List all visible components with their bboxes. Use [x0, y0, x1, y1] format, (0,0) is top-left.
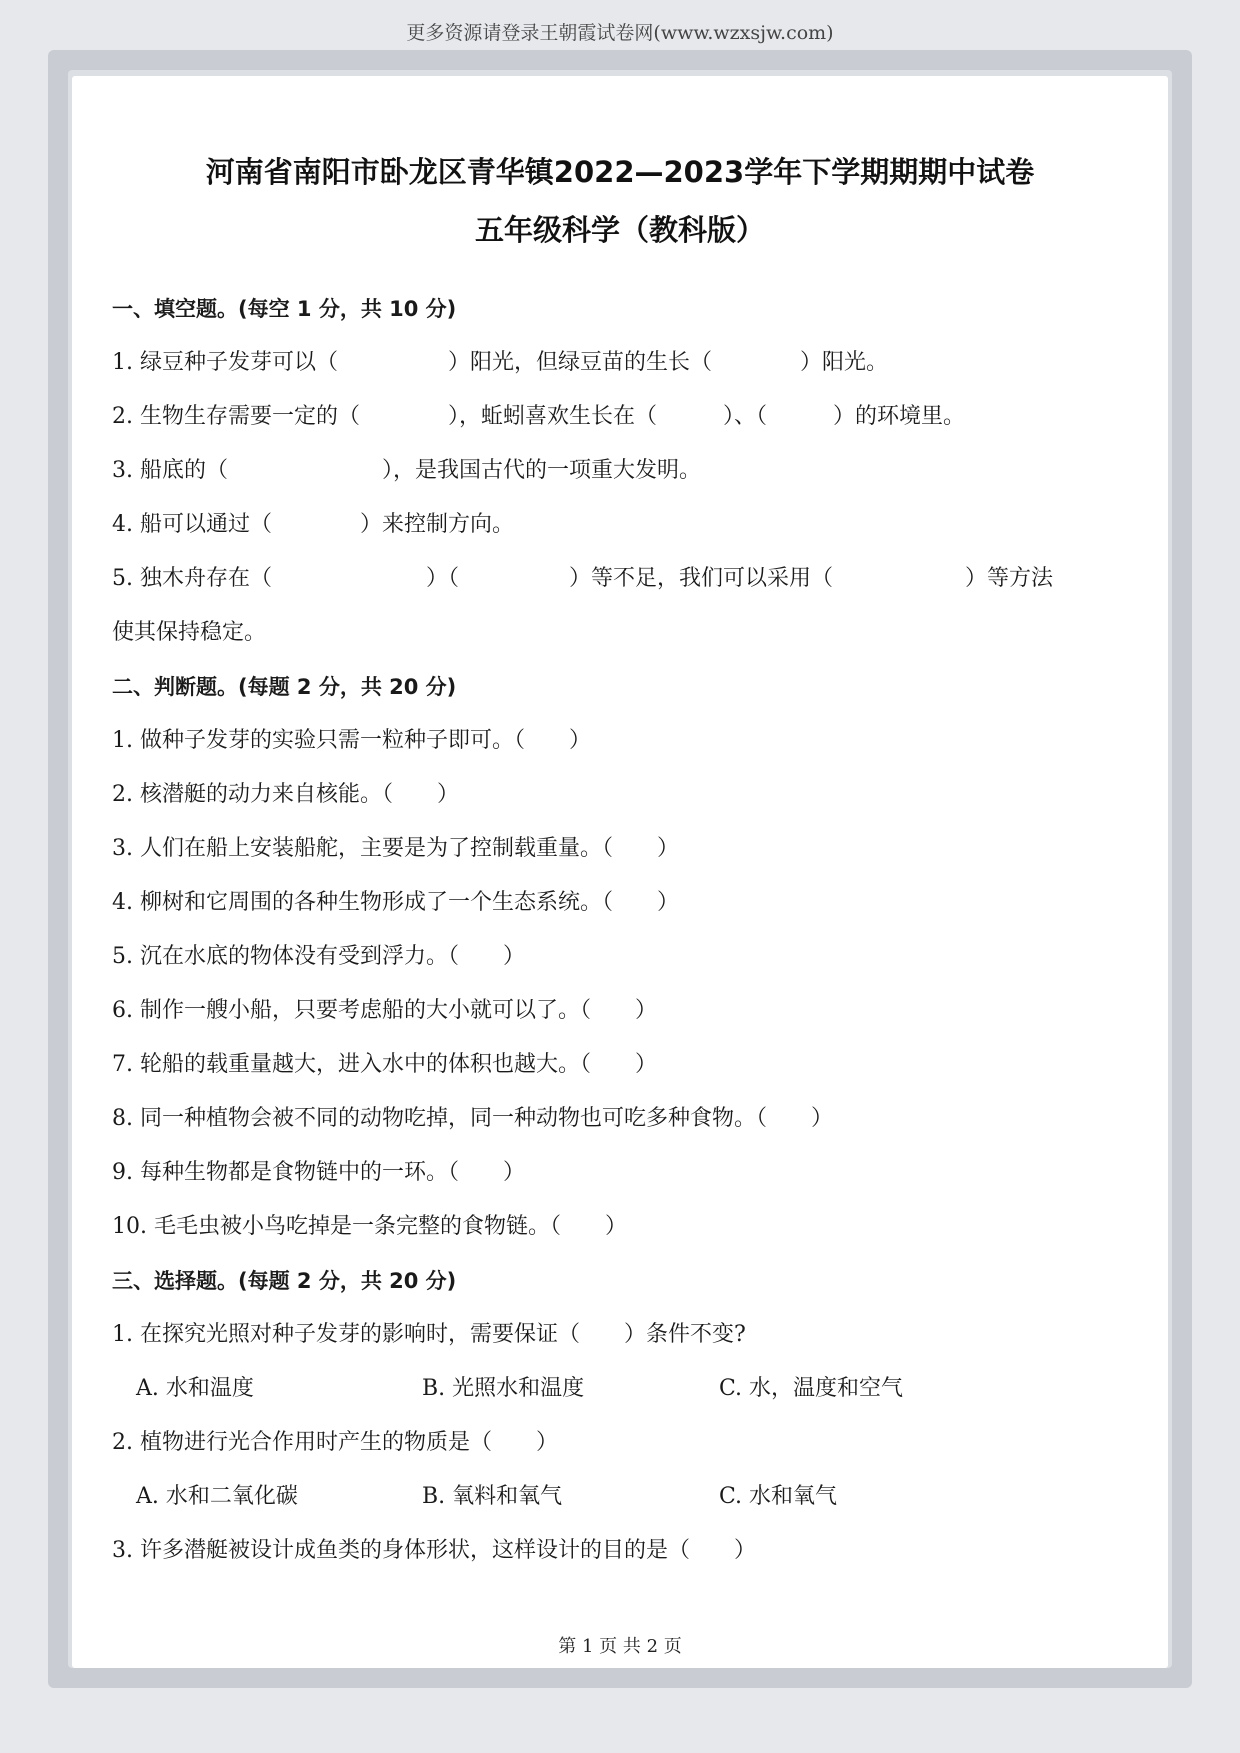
option-b: B. 氧料和氧气 [422, 1484, 563, 1509]
fill-question: 2. 生物生存需要一定的（ ），蚯蚓喜欢生长在（ ）、（ ）的环境里。 [112, 404, 965, 429]
section-1-heading: 一、填空题。(每空 1 分，共 10 分) [112, 297, 457, 321]
judge-question: 3. 人们在船上安装船舵，主要是为了控制载重量。（ ） [112, 836, 679, 861]
judge-question: 4. 柳树和它周围的各种生物形成了一个生态系统。（ ） [112, 890, 679, 915]
fill-question: 3. 船底的（ ），是我国古代的一项重大发明。 [112, 458, 701, 483]
judge-question: 1. 做种子发芽的实验只需一粒种子即可。（ ） [112, 728, 591, 753]
choice-question: 3. 许多潜艇被设计成鱼类的身体形状，这样设计的目的是（ ） [112, 1538, 756, 1563]
option-b: B. 光照水和温度 [422, 1376, 585, 1401]
page-footer: 第 1 页 共 2 页 [558, 1636, 682, 1657]
judge-question: 2. 核潜艇的动力来自核能。（ ） [112, 782, 459, 807]
judge-question: 9. 每种生物都是食物链中的一环。（ ） [112, 1160, 525, 1185]
option-c: C. 水和氧气 [719, 1484, 838, 1509]
judge-question: 7. 轮船的载重量越大，进入水中的体积也越大。（ ） [112, 1052, 657, 1077]
option-a: A. 水和温度 [136, 1376, 254, 1401]
judge-question: 5. 沉在水底的物体没有受到浮力。（ ） [112, 944, 525, 969]
option-c: C. 水，温度和空气 [719, 1376, 904, 1401]
fill-question-continued: 使其保持稳定。 [112, 620, 267, 645]
top-note: 更多资源请登录王朝霞试卷网(www.wzxsjw.com) [406, 22, 834, 44]
choice-question: 1. 在探究光照对种子发芽的影响时，需要保证（ ）条件不变? [112, 1322, 746, 1347]
option-a: A. 水和二氧化碳 [136, 1484, 298, 1509]
fill-question: 5. 独木舟存在（ ）（ ）等不足，我们可以采用（ ）等方法 [112, 566, 1053, 591]
section-3-heading: 三、选择题。(每题 2 分，共 20 分) [112, 1269, 457, 1293]
judge-question: 10. 毛毛虫被小鸟吃掉是一条完整的食物链。（ ） [112, 1214, 627, 1239]
choice-question: 2. 植物进行光合作用时产生的物质是（ ） [112, 1430, 558, 1455]
judge-question: 6. 制作一艘小船，只要考虑船的大小就可以了。（ ） [112, 998, 657, 1023]
exam-title: 河南省南阳市卧龙区青华镇2022—2023学年下学期期期中试卷 [205, 155, 1035, 189]
exam-subtitle: 五年级科学（教科版） [474, 213, 765, 247]
exam-content [112, 282, 1130, 1578]
fill-question: 4. 船可以通过（ ）来控制方向。 [112, 512, 514, 537]
choice-options [112, 1470, 1130, 1524]
choice-options [112, 1362, 1130, 1416]
judge-question: 8. 同一种植物会被不同的动物吃掉，同一种动物也可吃多种食物。（ ） [112, 1106, 833, 1131]
section-2-heading: 二、判断题。(每题 2 分，共 20 分) [112, 675, 457, 699]
fill-question: 1. 绿豆种子发芽可以（ ）阳光，但绿豆苗的生长（ ）阳光。 [112, 350, 888, 375]
